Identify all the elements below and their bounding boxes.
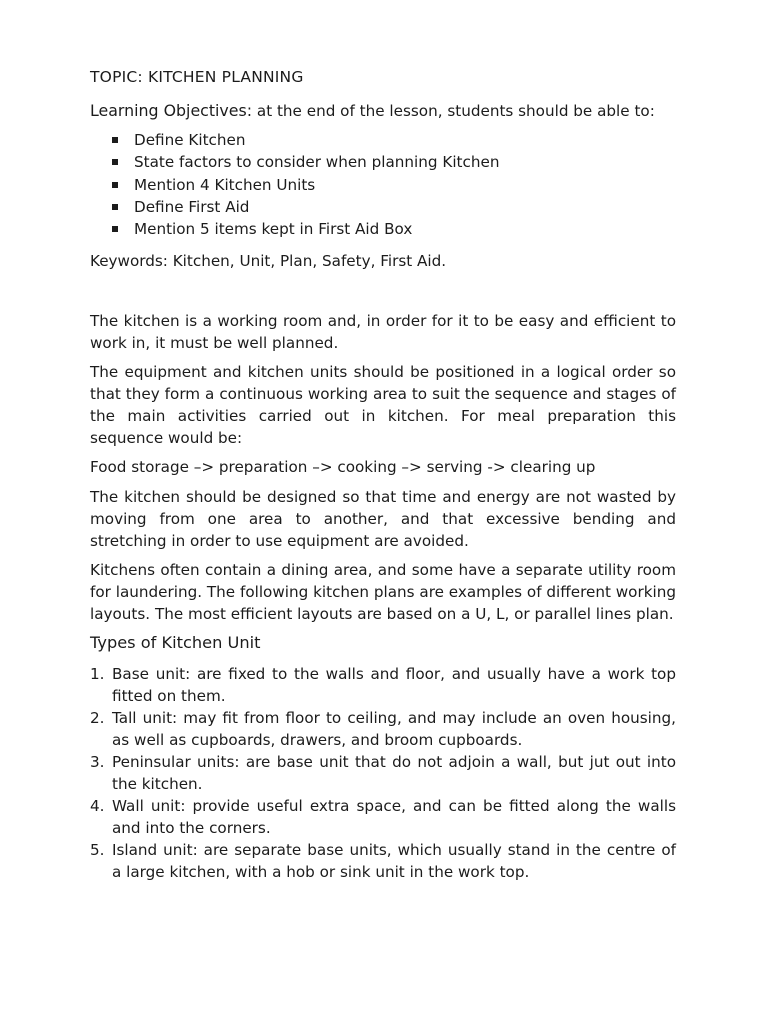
keywords-line: Keywords: Kitchen, Unit, Plan, Safety, First Aid. xyxy=(90,252,447,271)
list-item-text: Define Kitchen xyxy=(134,131,246,149)
list-number: 4. xyxy=(90,797,105,816)
paragraph-layouts: Kitchens often contain a dining area, and some have a separate utility room for laundering. The following kitchen plans are examples of different working layouts. The most efficient layouts are based on a U, L, or parallel lines plan. xyxy=(90,561,676,624)
list-item xyxy=(112,174,676,196)
list-item-text: Wall unit: provide useful extra space, and can be fitted along the walls and into the corners. xyxy=(112,797,676,838)
list-item-text: Mention 4 Kitchen Units xyxy=(134,175,316,194)
paragraph-intro: The kitchen is a working room and, in order for it to be easy and efficient to work in, it must be well planned. xyxy=(90,312,676,353)
square-bullet-icon xyxy=(112,226,118,232)
list-item xyxy=(112,196,676,218)
objectives-list xyxy=(90,129,676,240)
paragraph-design: The kitchen should be designed so that time and energy are not wasted by moving from one area to another, and that excessive bending and stretching in order to use equipment are avoided. xyxy=(90,488,676,551)
list-item-text: Base unit: are fixed to the walls and floor, and usually have a work top fitted on them. xyxy=(112,665,676,706)
list-item-text: State factors to consider when planning Kitchen xyxy=(134,153,500,172)
list-item-text: Island unit: are separate base units, which usually stand in the centre of a large kitchen, with a hob or sink unit in the work top. xyxy=(112,841,676,882)
square-bullet-icon xyxy=(112,182,118,188)
list-item xyxy=(90,707,676,751)
learning-objectives-text: at the end of the lesson, students should be able to: xyxy=(252,102,655,120)
list-item xyxy=(112,129,676,151)
list-item xyxy=(90,663,676,707)
list-item-text: Mention 5 items kept in First Aid Box xyxy=(134,220,413,239)
square-bullet-icon xyxy=(112,159,118,165)
list-number: 3. xyxy=(90,753,105,772)
square-bullet-icon xyxy=(112,137,118,143)
section-heading-kitchen-units: Types of Kitchen Unit xyxy=(90,633,261,653)
sequence-flow: Food storage –> preparation –> cooking –> serving -> clearing up xyxy=(90,458,596,477)
learning-objectives-label: Learning Objectives: xyxy=(90,101,253,120)
list-item-text: Tall unit: may fit from floor to ceiling, and may include an oven housing, as well as cupboards, drawers, and broom cupboards. xyxy=(112,709,676,750)
list-number: 1. xyxy=(90,665,105,684)
page-title: TOPIC: KITCHEN PLANNING xyxy=(90,68,304,86)
list-item xyxy=(112,218,676,240)
learning-objectives-intro xyxy=(90,100,676,122)
list-item xyxy=(90,751,676,795)
list-number: 2. xyxy=(90,709,105,728)
list-number: 5. xyxy=(90,841,105,860)
paragraph-equipment: The equipment and kitchen units should be positioned in a logical order so that they form a continuous working area to suit the sequence and stages of the main activities carried out in kitchen. For meal preparation this sequence would be: xyxy=(90,363,676,448)
list-item xyxy=(90,795,676,839)
list-item xyxy=(112,151,676,173)
square-bullet-icon xyxy=(112,204,118,210)
list-item-text: Peninsular units: are base unit that do not adjoin a wall, but jut out into the kitchen. xyxy=(112,753,676,794)
list-item xyxy=(90,839,676,883)
kitchen-units-list xyxy=(90,663,676,883)
list-item-text: Define First Aid xyxy=(134,197,250,216)
